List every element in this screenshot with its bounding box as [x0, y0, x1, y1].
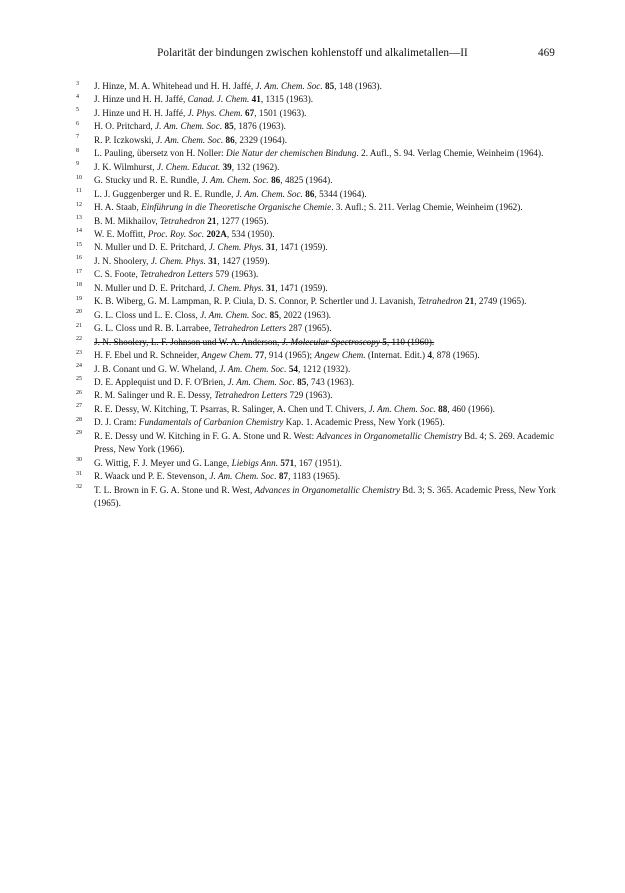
reference-number: 19: [76, 295, 83, 302]
reference-item: [76, 93, 556, 106]
reference-text: [94, 337, 434, 347]
reference-segment: 729 (1963).: [287, 390, 333, 401]
reference-segment: J. B. Conant und G. W. Wheland,: [94, 363, 220, 374]
reference-text: [94, 471, 340, 481]
reference-segment: 287 (1965).: [286, 323, 332, 334]
reference-text: [94, 269, 258, 279]
reference-text: [94, 108, 306, 118]
reference-source: Canad. J. Chem.: [187, 94, 250, 105]
reference-volume: 31: [266, 282, 276, 293]
reference-segment: B. M. Mikhailov,: [94, 215, 160, 226]
reference-item: [76, 215, 556, 228]
reference-segment: J. Hinze und H. H. Jaffé,: [94, 107, 188, 118]
reference-item: [76, 484, 556, 511]
reference-segment: , 5344 (1964).: [314, 188, 367, 199]
reference-text: [94, 485, 556, 508]
reference-source: J. Am. Chem. Soc.: [235, 188, 303, 199]
reference-volume: 85: [269, 309, 279, 320]
reference-volume: 39: [222, 161, 232, 172]
reference-segment: . 3. Aufl.; S. 211. Verlag Chemie, Weinheim (1962).: [331, 202, 523, 213]
reference-item: [76, 457, 556, 470]
reference-segment: R. E. Dessy, W. Kitching, T. Psarras, R. Salinger, A. Chen und T. Chivers,: [94, 403, 369, 414]
reference-item: [76, 107, 556, 120]
reference-segment: H. O. Pritchard,: [94, 121, 155, 132]
reference-source: Die Natur der chemischen Bindung: [225, 148, 357, 159]
reference-text: [94, 256, 270, 266]
reference-item: [76, 363, 556, 376]
reference-item: [76, 336, 556, 349]
reference-segment: H. F. Ebel und R. Schneider,: [94, 350, 202, 361]
reference-segment: , 1315 (1963).: [260, 94, 314, 105]
reference-number: 3: [76, 80, 80, 87]
reference-segment: , 148 (1963).: [334, 81, 382, 91]
reference-text: [94, 148, 543, 158]
reference-text: [94, 431, 554, 454]
reference-volume: 86: [271, 175, 281, 186]
reference-text: [94, 175, 333, 185]
reference-text: [94, 81, 382, 91]
reference-source: J. Chem. Phys.: [208, 282, 264, 293]
reference-number: 30: [76, 457, 83, 464]
reference-number: 32: [76, 484, 83, 491]
reference-segment: D. J. Cram:: [94, 417, 139, 428]
reference-number: 21: [76, 322, 83, 329]
reference-source: Tetrahedron: [417, 296, 463, 307]
reference-volume: 85: [297, 376, 307, 387]
reference-item: [76, 228, 556, 241]
reference-segment: , 2749 (1965).: [474, 296, 527, 307]
reference-volume: 88: [438, 403, 448, 414]
reference-segment: J. N. Shoolery,: [94, 255, 151, 266]
reference-source: Tetrahedron: [160, 215, 205, 226]
reference-volume: 31: [266, 242, 276, 253]
reference-volume: 54: [288, 363, 299, 374]
reference-item: [76, 403, 556, 416]
reference-segment: , 1471 (1959).: [275, 282, 328, 293]
reference-item: [76, 241, 556, 254]
reference-segment: R. M. Salinger und R. E. Dessy,: [94, 390, 215, 401]
reference-segment: , 2022 (1963).: [278, 309, 332, 320]
reference-text: [94, 417, 445, 427]
reference-volume: 86: [305, 188, 315, 199]
reference-text: [94, 458, 342, 468]
reference-segment: K. B. Wiberg, G. M. Lampman, R. P. Ciula, D. S. Connor, P. Schertler und J. Lavanish,: [94, 296, 418, 307]
reference-segment: , 1277 (1965).: [216, 215, 269, 226]
reference-segment: , 914 (1965);: [264, 350, 315, 361]
reference-segment: J. Hinze, M. A. Whitehead und H. H. Jaffé,: [94, 81, 256, 91]
reference-text: [94, 283, 328, 293]
reference-number: 26: [76, 389, 83, 396]
reference-volume: 21: [207, 215, 217, 226]
reference-source: Liebigs Ann.: [231, 457, 279, 468]
reference-segment: , 2329 (1964).: [234, 134, 288, 145]
reference-segment: C. S. Foote,: [94, 269, 141, 280]
reference-item: [76, 349, 556, 362]
reference-item: [76, 174, 556, 187]
reference-segment: , 1427 (1959).: [217, 255, 270, 266]
reference-segment: Kap. 1. Academic Press, New York (1965).: [283, 417, 445, 428]
reference-source: Einführung in die Theoretische Organische Chemie: [141, 202, 332, 213]
reference-item: [76, 309, 556, 322]
reference-volume: 85: [325, 81, 335, 91]
reference-source: J. Am. Chem. Soc.: [200, 309, 268, 320]
reference-number: 20: [76, 309, 83, 316]
reference-number: 27: [76, 403, 83, 410]
reference-text: [94, 390, 333, 400]
reference-item: [76, 188, 556, 201]
reference-segment: N. Muller und D. E. Pritchard,: [94, 242, 209, 253]
reference-segment: J. N. Shoolery, L. F. Johnson und W. A. Anderson,: [94, 336, 282, 347]
reference-segment: Bd. 4; S. 269. Academic Press, New York (1966).: [94, 430, 555, 455]
reference-segment: , 110 (1960).: [386, 336, 435, 347]
reference-source: Fundamentals of Carbanion Chemistry: [138, 417, 284, 428]
reference-text: [94, 296, 526, 306]
reference-segment: G. Wittig, F. J. Meyer und G. Lange,: [94, 457, 232, 468]
reference-item: [76, 255, 556, 268]
reference-text: [94, 364, 350, 374]
reference-segment: H. A. Staab,: [94, 202, 142, 213]
reference-segment: , 132 (1962).: [231, 161, 280, 172]
reference-volume: 85: [224, 121, 234, 132]
reference-text: [94, 189, 367, 199]
reference-segment: L. J. Guggenberger und R. E. Rundle,: [94, 188, 236, 199]
reference-source: J. Molecular Spectroscopy: [281, 336, 380, 347]
reference-volume: 4: [427, 350, 433, 361]
reference-text: [94, 94, 313, 104]
reference-item: [76, 134, 556, 147]
reference-source: Advances in Organometallic Chemistry: [254, 484, 400, 495]
reference-source: Angew Chem.: [314, 350, 366, 361]
reference-segment: W. E. Moffitt,: [94, 228, 148, 239]
reference-item: [76, 120, 556, 133]
page-header: [0, 47, 625, 63]
reference-source: J. Chem. Educat.: [157, 161, 221, 172]
reference-segment: N. Muller und D. E. Pritchard,: [94, 282, 209, 293]
reference-text: [94, 323, 332, 333]
reference-number: 4: [76, 93, 80, 100]
reference-item: [76, 389, 556, 402]
reference-source: J. Am. Chem. Soc.: [227, 376, 295, 387]
reference-number: 15: [76, 241, 83, 248]
reference-segment: G. L. Closs und L. E. Closs,: [94, 309, 201, 320]
reference-segment: 579 (1963).: [213, 269, 259, 280]
reference-number: 17: [76, 268, 83, 275]
reference-text: [94, 162, 279, 172]
reference-number: 14: [76, 228, 83, 235]
reference-volume: 5: [382, 336, 387, 347]
reference-item: [76, 80, 556, 93]
reference-item: [76, 161, 556, 174]
reference-segment: , 878 (1965).: [432, 350, 480, 361]
reference-segment: T. L. Brown in F. G. A. Stone und R. West,: [94, 484, 255, 495]
reference-volume: 87: [278, 471, 289, 482]
reference-text: [94, 216, 269, 226]
reference-volume: 202A: [206, 228, 227, 239]
reference-item: [76, 282, 556, 295]
reference-number: 18: [76, 282, 83, 289]
reference-volume: 67: [245, 107, 255, 118]
reference-item: [76, 147, 556, 160]
reference-item: [76, 268, 556, 281]
reference-segment: , 1501 (1963).: [254, 107, 307, 118]
reference-source: J. Am. Chem. Soc.: [209, 471, 277, 482]
reference-source: Advances in Organometallic Chemistry: [316, 430, 462, 441]
reference-source: Tetrahedron Letters: [214, 390, 288, 401]
reference-source: Tetrahedron Letters: [140, 269, 213, 280]
reference-text: [94, 121, 286, 131]
reference-number: 5: [76, 107, 80, 114]
reference-number: 22: [76, 336, 83, 343]
reference-segment: , 743 (1963).: [306, 376, 355, 387]
reference-source: J. Am. Chem. Soc.: [201, 175, 269, 186]
reference-segment: , 167 (1951).: [294, 457, 342, 468]
reference-item: [76, 416, 556, 429]
reference-number: 23: [76, 349, 83, 356]
reference-segment: , 4825 (1964).: [280, 175, 333, 186]
reference-source: Tetrahedron Letters: [213, 323, 287, 334]
reference-source: J. Am. Chem. Soc.: [155, 121, 223, 132]
reference-segment: , 1876 (1963).: [233, 121, 286, 132]
reference-volume: 31: [208, 255, 218, 266]
page-number: 469: [538, 47, 555, 59]
reference-number: 24: [76, 363, 83, 370]
reference-source: J. Am. Chem. Soc.: [368, 403, 436, 414]
reference-segment: G. Stucky und R. E. Rundle,: [94, 175, 202, 186]
reference-text: [94, 242, 328, 252]
reference-number: 29: [76, 430, 83, 437]
reference-segment: R. P. Iczkowski,: [94, 134, 157, 145]
reference-number: 12: [76, 201, 83, 208]
reference-number: 9: [76, 161, 80, 168]
reference-text: [94, 202, 523, 212]
reference-segment: , 534 (1950).: [226, 228, 275, 239]
reference-source: J. Am. Chem. Soc.: [156, 134, 224, 145]
reference-item: [76, 430, 556, 457]
reference-volume: 77: [255, 350, 265, 361]
reference-item: [76, 201, 556, 214]
reference-number: 10: [76, 174, 83, 181]
reference-source: J. Chem. Phys.: [208, 242, 264, 253]
reference-source: J. Chem. Phys.: [150, 255, 206, 266]
reference-item: [76, 322, 556, 335]
reference-source: J. Phys. Chem.: [187, 107, 243, 118]
reference-volume: 86: [225, 134, 235, 145]
reference-number: 25: [76, 376, 83, 383]
reference-text: [94, 350, 480, 360]
reference-segment: . 2. Aufl., S. 94. Verlag Chemie, Weinheim (1964).: [356, 148, 544, 159]
reference-number: 7: [76, 134, 80, 141]
reference-item: [76, 295, 556, 308]
reference-source: Angew Chem.: [201, 350, 253, 361]
reference-number: 11: [76, 188, 82, 195]
reference-text: [94, 135, 287, 145]
reference-segment: (Internat. Edit.): [365, 350, 428, 361]
reference-segment: J. Hinze und H. H. Jaffé,: [94, 94, 188, 105]
reference-segment: R. Waack und P. E. Stevenson,: [94, 471, 210, 482]
reference-source: J. Am. Chem. Soc.: [255, 81, 323, 91]
reference-item: [76, 376, 556, 389]
reference-number: 31: [76, 470, 83, 477]
reference-text: [94, 310, 331, 320]
running-title: Polarität der bindungen zwischen kohlenstoff und alkalimetallen—II: [157, 47, 468, 59]
reference-text: [94, 377, 354, 387]
reference-source: Proc. Roy. Soc.: [147, 228, 205, 239]
reference-segment: G. L. Closs und R. B. Larrabee,: [94, 323, 214, 334]
reference-item: [76, 470, 556, 483]
reference-segment: J. K. Wilmhurst,: [94, 161, 158, 172]
reference-segment: , 1212 (1932).: [298, 363, 351, 374]
reference-segment: , 1183 (1965).: [288, 471, 341, 482]
reference-segment: Bd. 3; S. 365. Academic Press, New York (1965).: [94, 484, 556, 509]
reference-number: 13: [76, 215, 83, 222]
reference-text: [94, 404, 495, 414]
reference-number: 8: [76, 147, 80, 154]
reference-segment: , 1471 (1959).: [275, 242, 328, 253]
reference-segment: R. E. Dessy und W. Kitching in F. G. A. Stone und R. West:: [94, 430, 317, 441]
reference-number: 16: [76, 255, 83, 262]
reference-volume: 21: [464, 296, 475, 307]
reference-volume: 41: [251, 94, 261, 105]
reference-number: 28: [76, 416, 83, 423]
reference-segment: , 460 (1966).: [447, 403, 495, 414]
reference-volume: 571: [280, 457, 295, 468]
reference-segment: D. E. Applequist und D. F. O'Brien,: [94, 376, 228, 387]
reference-source: J. Am. Chem. Soc.: [219, 363, 287, 374]
reference-text: [94, 229, 275, 239]
reference-list: [76, 80, 556, 511]
reference-segment: L. Pauling, übersetz von H. Noller:: [94, 148, 226, 159]
reference-number: 6: [76, 120, 80, 127]
